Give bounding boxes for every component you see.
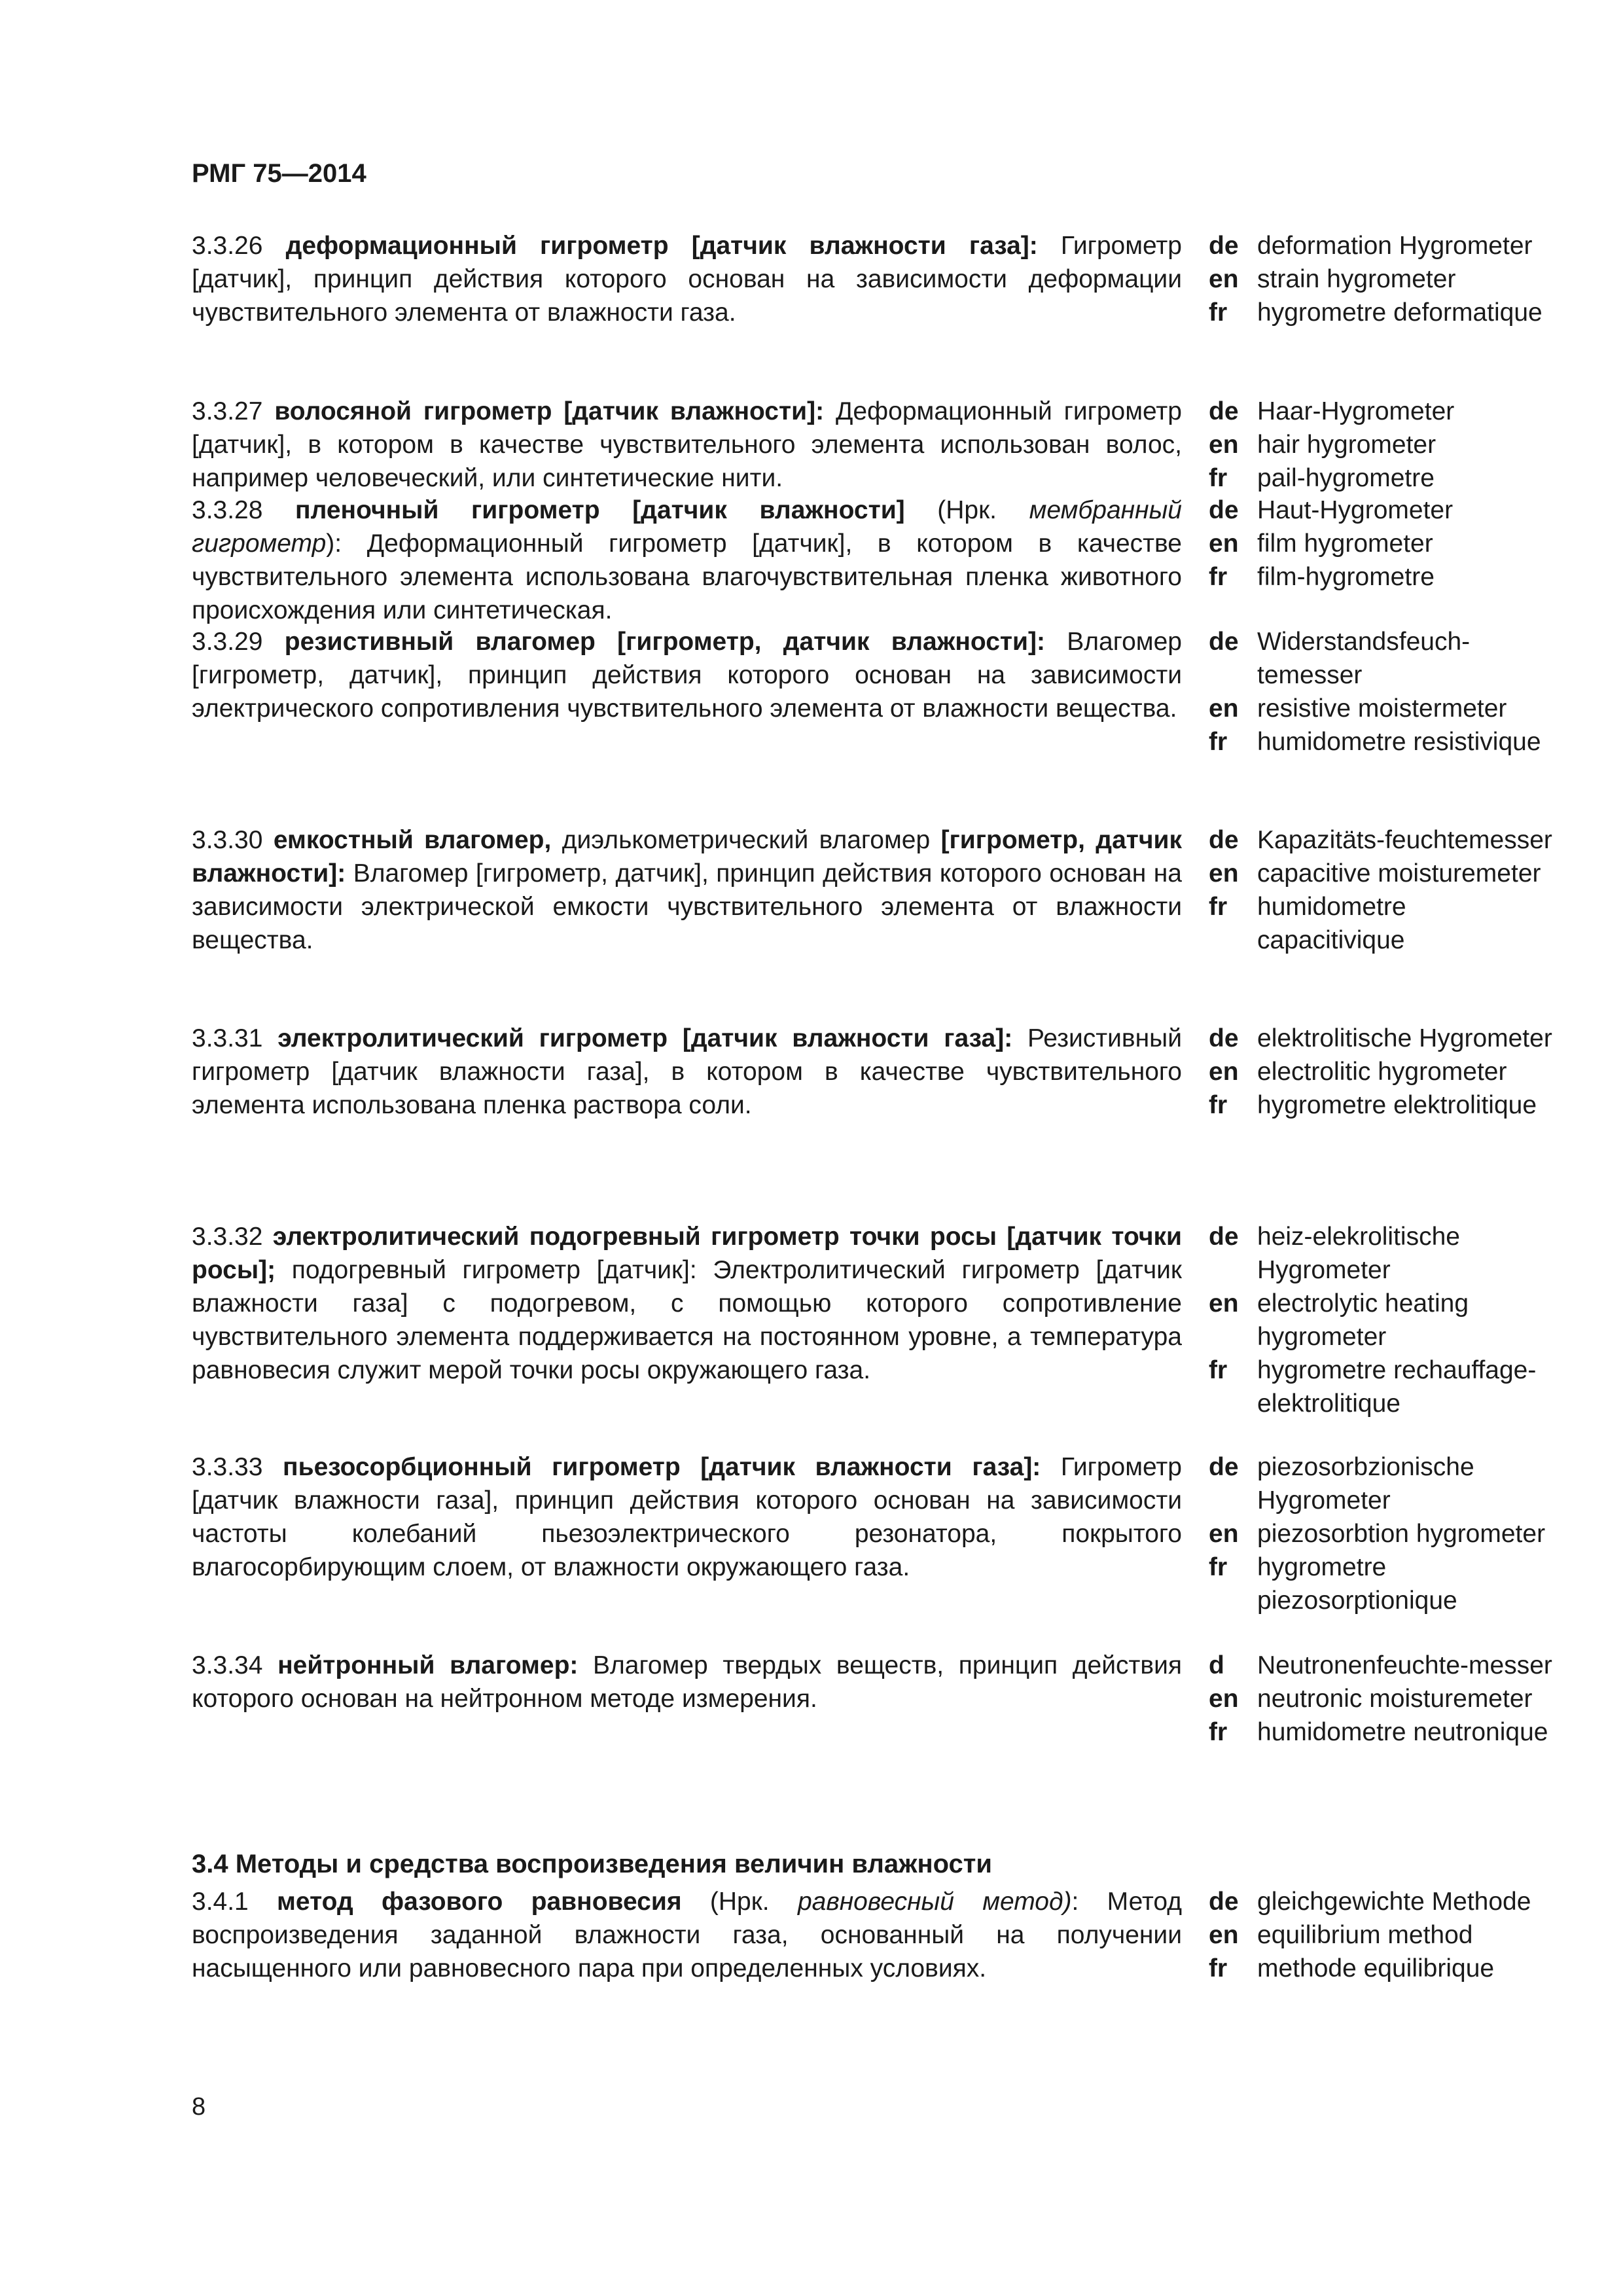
lang-equivalent: strain hygrometer (1257, 265, 1456, 293)
lang-code: en (1209, 1520, 1239, 1548)
term-definition: Резистивный гигрометр [датчик влажности газа], в котором в качестве чувствительного элемента использована пленка раствора соли. (192, 1024, 1182, 1119)
lang-code: fr (1209, 1553, 1228, 1581)
lang-code: en (1209, 1289, 1239, 1318)
term-name-cont: [гигрометр, датчик влажности]: (192, 826, 1182, 888)
lang-equivalent: electrolytic heating hygrometer (1257, 1289, 1469, 1351)
term-number: 3.3.29 (192, 628, 263, 656)
lang-code: fr (1209, 298, 1228, 327)
lang-code: de (1209, 826, 1239, 854)
lang-equivalent: hair hygrometer (1257, 431, 1436, 459)
lang-equivalent: neutronic moisturemeter (1257, 1685, 1533, 1713)
term-number: 3.3.32 (192, 1223, 263, 1251)
lang-equivalent: capacitive moisturemeter (1257, 859, 1541, 888)
lang-equivalent: heiz-elekrolitische Hygrometer (1257, 1223, 1460, 1284)
term-name: пьезосорбционный гигрометр [датчик влажности газа]: (283, 1453, 1041, 1481)
lang-code: fr (1209, 893, 1228, 921)
lang-equivalent: Kapazitäts-feuchtemesser (1257, 826, 1552, 854)
page-number: 8 (192, 2093, 206, 2121)
lang-code: en (1209, 1921, 1239, 1949)
lang-equivalent: Neutronenfeuchte-messer (1257, 1651, 1552, 1679)
term-translations-3-3-27 (1209, 395, 1575, 495)
lang-equivalent: gleichgewichte Methode (1257, 1888, 1531, 1916)
term-name: деформационный гигрометр [датчик влажности газа]: (285, 232, 1038, 260)
lang-equivalent: hygrometre piezosorptionique (1257, 1553, 1457, 1615)
term-number: 3.3.28 (192, 496, 263, 524)
lang-equivalent: piezosorbzionische Hygrometer (1257, 1453, 1474, 1515)
lang-code: en (1209, 529, 1239, 558)
lang-equivalent: hygrometre deformatique (1257, 298, 1543, 327)
term-note-end: : (1071, 1888, 1079, 1916)
term-entry-3-3-26 (192, 229, 1182, 329)
lang-equivalent: Widerstandsfeuch-temesser (1257, 628, 1471, 689)
term-definition: Метод воспроизведения заданной влажности газа, основанный на получении насыщенного или равновесного пара при определенных условиях. (192, 1888, 1182, 1982)
lang-code: d (1209, 1651, 1224, 1679)
section-heading: 3.4 Методы и средства воспроизведения величин влажности (192, 1850, 992, 1878)
lang-equivalent: pail-hygrometre (1257, 464, 1435, 492)
term-note: (Нрк. (937, 496, 1029, 524)
lang-equivalent: humidometre capacitivique (1257, 893, 1406, 954)
lang-code: de (1209, 397, 1239, 425)
term-definition: Деформационный гигрометр [датчик], в котором в качестве чувствительного элемента использована влагочувствительная пленка животного происхождения или синтетическая. (192, 529, 1182, 624)
term-number: 3.3.31 (192, 1024, 263, 1052)
term-translations-3-4-1 (1209, 1885, 1575, 1985)
lang-code: en (1209, 1058, 1239, 1086)
lang-code: fr (1209, 1356, 1228, 1384)
term-definition: подогревный гигрометр [датчик]: Электролитический гигрометр [датчик влажности газа] с подогревом, с помощью которого сопротивление чувствительного элемента поддерживается на постоянном уровне, а температура равновесия служит мерой точки росы окружающего газа. (192, 1256, 1182, 1384)
lang-code: fr (1209, 563, 1228, 591)
term-number: 3.3.34 (192, 1651, 263, 1679)
lang-code: de (1209, 628, 1239, 656)
term-definition: Влагомер [гигрометр, датчик], принцип действия которого основан на зависимости электрической емкости чувствительного элемента от влажности вещества. (192, 859, 1182, 954)
term-entry-3-3-33 (192, 1450, 1182, 1584)
lang-code: de (1209, 1453, 1239, 1481)
term-name: волосяной гигрометр [датчик влажности]: (274, 397, 825, 425)
lang-equivalent: elektrolitische Hygrometer (1257, 1024, 1552, 1052)
term-definition: Гигрометр [датчик], принцип действия которого основан на зависимости деформации чувствительного элемента от влажности газа. (192, 232, 1182, 327)
term-translations-3-3-26 (1209, 229, 1575, 329)
term-translations-3-3-28 (1209, 493, 1575, 594)
lang-equivalent: resistive moistermeter (1257, 694, 1507, 723)
term-note: (Нрк. (709, 1888, 798, 1916)
term-note-end: ): (326, 529, 342, 558)
term-name: емкостный влагомер, (273, 826, 552, 854)
term-number: 3.3.33 (192, 1453, 263, 1481)
term-entry-3-4-1 (192, 1885, 1182, 1985)
term-name: нейтронный влагомер: (277, 1651, 579, 1679)
term-deprecated: мембранный гигрометр (192, 496, 1182, 558)
lang-code: en (1209, 431, 1239, 459)
term-translations-3-3-33 (1209, 1450, 1575, 1617)
lang-equivalent: hygrometre rechauffage-elektrolitique (1257, 1356, 1537, 1418)
term-number: 3.3.27 (192, 397, 263, 425)
term-entry-3-3-30 (192, 823, 1182, 957)
term-definition: Гигрометр [датчик влажности газа], принцип действия которого основан на зависимости частоты колебаний пьезоэлектрического резонатора, покрытого влагосорбирующим слоем, от влажности окружающего газа. (192, 1453, 1182, 1581)
term-name: электролитический подогревный гигрометр точки росы [датчик точки росы]; (192, 1223, 1183, 1284)
lang-code: en (1209, 1685, 1239, 1713)
lang-equivalent: methode equilibrique (1257, 1954, 1495, 1982)
lang-code: de (1209, 496, 1239, 524)
lang-code: en (1209, 859, 1239, 888)
lang-code: de (1209, 1024, 1239, 1052)
lang-code: fr (1209, 464, 1228, 492)
term-number: 3.4.1 (192, 1888, 249, 1916)
term-translations-3-3-34 (1209, 1649, 1575, 1749)
term-name: электролитический гигрометр [датчик влажности газа]: (277, 1024, 1013, 1052)
lang-equivalent: film hygrometer (1257, 529, 1433, 558)
lang-code: fr (1209, 1091, 1228, 1119)
term-definition: Деформационный гигрометр [датчик], в котором в качестве чувствительного элемента использован волос, например человеческий, или синтетические нити. (192, 397, 1182, 492)
lang-equivalent: deformation Hygrometer (1257, 232, 1533, 260)
lang-code: en (1209, 694, 1239, 723)
term-number: 3.3.26 (192, 232, 263, 260)
lang-code: fr (1209, 1954, 1228, 1982)
term-translations-3-3-32 (1209, 1220, 1575, 1420)
term-name: резистивный влагомер [гигрометр, датчик влажности]: (284, 628, 1045, 656)
term-definition: Влагомер [гигрометр, датчик], принцип действия которого основан на зависимости электрического сопротивления чувствительного элемента от влажности вещества. (192, 628, 1182, 723)
term-entry-3-3-32 (192, 1220, 1182, 1387)
term-entry-3-3-29 (192, 625, 1182, 725)
lang-equivalent: hygrometre elektrolitique (1257, 1091, 1537, 1119)
lang-equivalent: piezosorbtion hygrometer (1257, 1520, 1546, 1548)
lang-equivalent: Haut-Hygrometer (1257, 496, 1454, 524)
document-header: РМГ 75—2014 (192, 159, 366, 188)
lang-equivalent: Haar-Hygrometer (1257, 397, 1455, 425)
term-entry-3-3-27 (192, 395, 1182, 495)
lang-equivalent: film-hygrometre (1257, 563, 1435, 591)
lang-equivalent: humidometre resistivique (1257, 728, 1541, 756)
lang-equivalent: equilibrium method (1257, 1921, 1473, 1949)
lang-code: de (1209, 1223, 1239, 1251)
lang-equivalent: electrolitic hygrometer (1257, 1058, 1507, 1086)
lang-code: de (1209, 232, 1239, 260)
term-number: 3.3.30 (192, 826, 263, 854)
term-definition: Влагомер твердых веществ, принцип действия которого основан на нейтронном методе измерения. (192, 1651, 1182, 1713)
term-deprecated: равновесный метод) (797, 1888, 1072, 1916)
term-name: метод фазового равновесия (277, 1888, 682, 1916)
term-translations-3-3-30 (1209, 823, 1575, 957)
term-entry-3-3-34 (192, 1649, 1182, 1715)
lang-code: fr (1209, 1718, 1228, 1746)
lang-code: en (1209, 265, 1239, 293)
lang-code: de (1209, 1888, 1239, 1916)
term-name: пленочный гигрометр [датчик влажности] (295, 496, 905, 524)
term-translations-3-3-31 (1209, 1022, 1575, 1122)
term-translations-3-3-29 (1209, 625, 1575, 759)
term-synonym: диэлькометрический влагомер (551, 826, 941, 854)
lang-code: fr (1209, 728, 1228, 756)
term-entry-3-3-31 (192, 1022, 1182, 1122)
term-entry-3-3-28 (192, 493, 1182, 627)
lang-equivalent: humidometre neutronique (1257, 1718, 1548, 1746)
